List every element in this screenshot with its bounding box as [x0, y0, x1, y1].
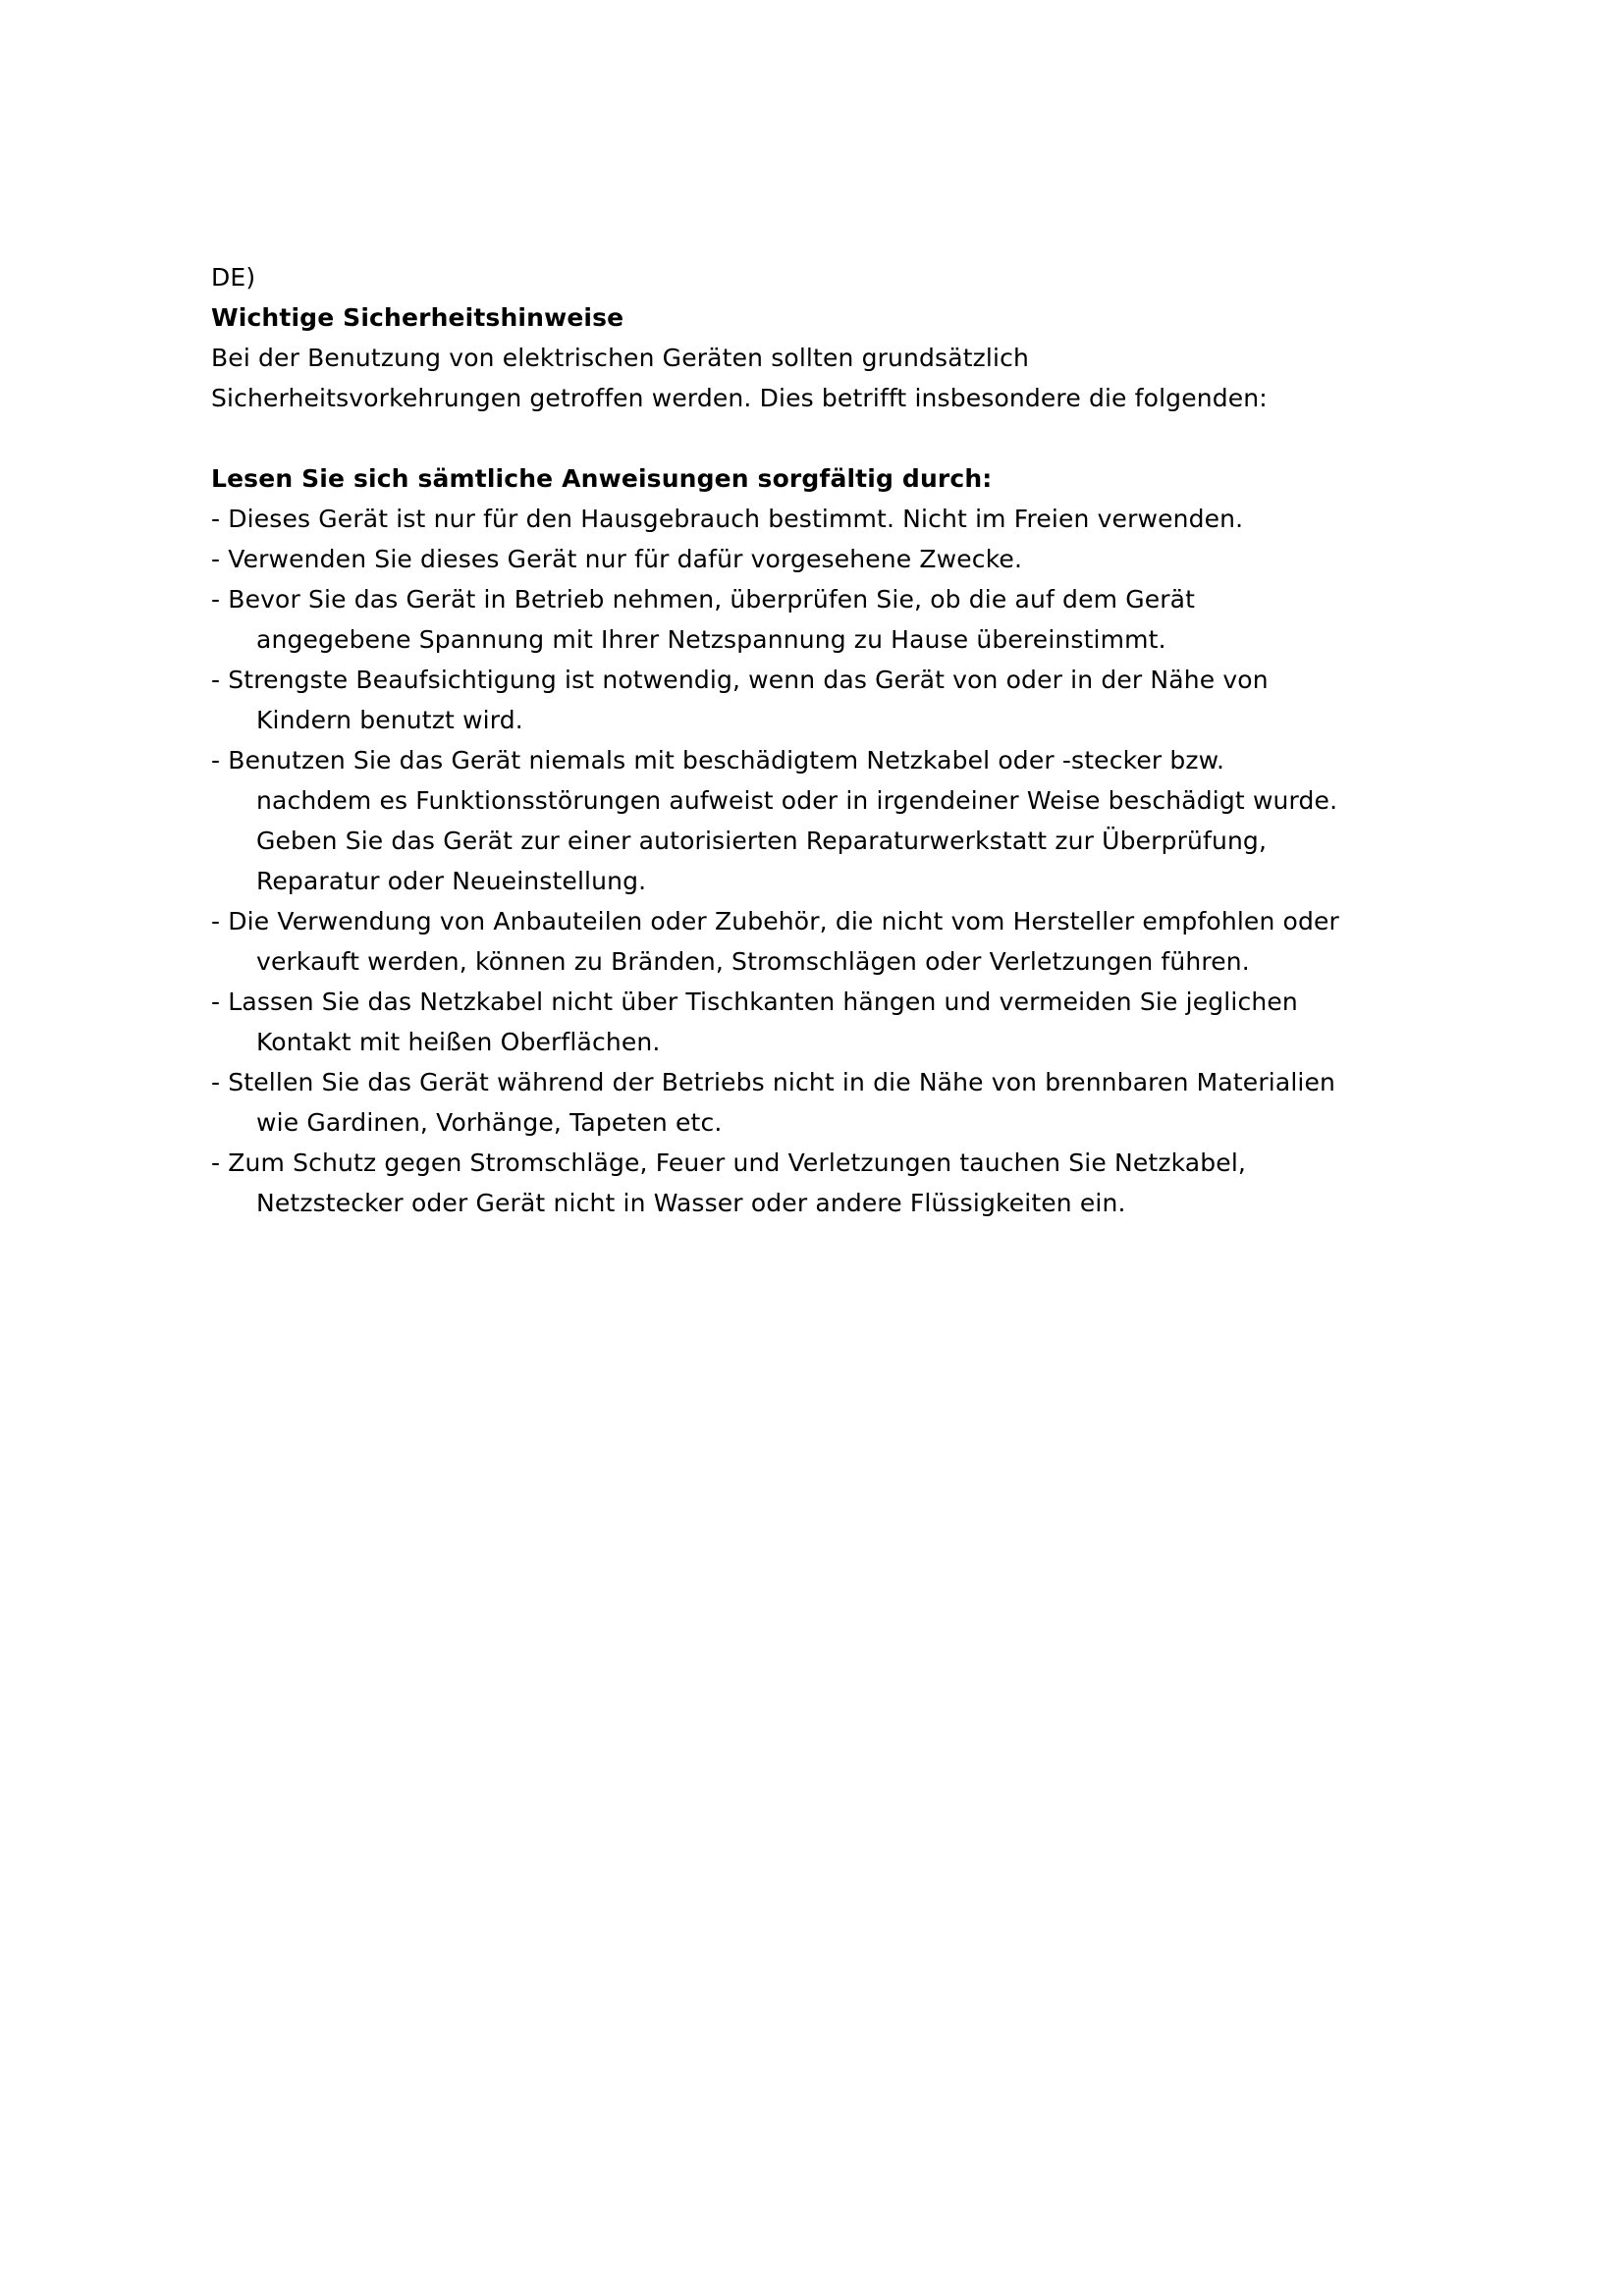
- list-item-continuation: Kontakt mit heißen Oberflächen.: [256, 1028, 661, 1056]
- list-item-line: - Die Verwendung von Anbauteilen oder Zubehör, die nicht vom Hersteller empfohlen oder: [211, 907, 1339, 935]
- list-item: [211, 579, 1419, 660]
- list-item-line: - Lassen Sie das Netzkabel nicht über Tischkanten hängen und vermeiden Sie jeglichen: [211, 988, 1298, 1016]
- list-item: [211, 499, 1419, 539]
- document-content: [211, 257, 1419, 1223]
- list-item: [211, 982, 1419, 1062]
- list-item: [211, 740, 1419, 901]
- list-item: [211, 901, 1419, 982]
- language-label: DE): [211, 263, 256, 292]
- list-item: [211, 539, 1419, 579]
- list-item-line: - Verwenden Sie dieses Gerät nur für dafür vorgesehene Zwecke.: [211, 545, 1023, 573]
- list-item-continuation: Geben Sie das Gerät zur einer autorisierten Reparaturwerkstatt zur Überprüfung,: [256, 827, 1268, 855]
- instruction-list: [211, 499, 1419, 1223]
- list-item-continuation: angegebene Spannung mit Ihrer Netzspannung zu Hause übereinstimmt.: [256, 625, 1166, 654]
- list-item-continuation: Netzstecker oder Gerät nicht in Wasser oder andere Flüssigkeiten ein.: [256, 1189, 1126, 1217]
- list-item: [211, 1143, 1419, 1223]
- paragraph-spacer: [211, 418, 1419, 458]
- list-item: [211, 1062, 1419, 1143]
- list-item-continuation: verkauft werden, können zu Bränden, Stromschlägen oder Verletzungen führen.: [256, 947, 1250, 976]
- intro-line-1: Bei der Benutzung von elektrischen Geräten sollten grundsätzlich: [211, 344, 1030, 372]
- list-item-continuation: wie Gardinen, Vorhänge, Tapeten etc.: [256, 1108, 723, 1137]
- list-item-line: - Dieses Gerät ist nur für den Hausgebrauch bestimmt. Nicht im Freien verwenden.: [211, 505, 1244, 533]
- intro-line-2: Sicherheitsvorkehrungen getroffen werden. Dies betrifft insbesondere die folgenden:: [211, 384, 1268, 412]
- list-item-continuation: Kindern benutzt wird.: [256, 706, 523, 734]
- list-item: [211, 660, 1419, 740]
- list-item-line: - Stellen Sie das Gerät während der Betriebs nicht in die Nähe von brennbaren Materialien: [211, 1068, 1336, 1096]
- list-item-line: - Bevor Sie das Gerät in Betrieb nehmen, überprüfen Sie, ob die auf dem Gerät: [211, 585, 1196, 614]
- list-item-continuation: Reparatur oder Neueinstellung.: [256, 867, 647, 895]
- list-item-line: - Strengste Beaufsichtigung ist notwendig, wenn das Gerät von oder in der Nähe von: [211, 666, 1269, 694]
- list-item-line: - Zum Schutz gegen Stromschläge, Feuer und Verletzungen tauchen Sie Netzkabel,: [211, 1148, 1247, 1177]
- list-item-line: - Benutzen Sie das Gerät niemals mit beschädigtem Netzkabel oder -stecker bzw.: [211, 746, 1225, 774]
- section-heading: Lesen Sie sich sämtliche Anweisungen sorgfältig durch:: [211, 464, 993, 493]
- list-item-continuation: nachdem es Funktionsstörungen aufweist oder in irgendeiner Weise beschädigt wurde.: [256, 786, 1338, 815]
- document-title: Wichtige Sicherheitshinweise: [211, 303, 624, 332]
